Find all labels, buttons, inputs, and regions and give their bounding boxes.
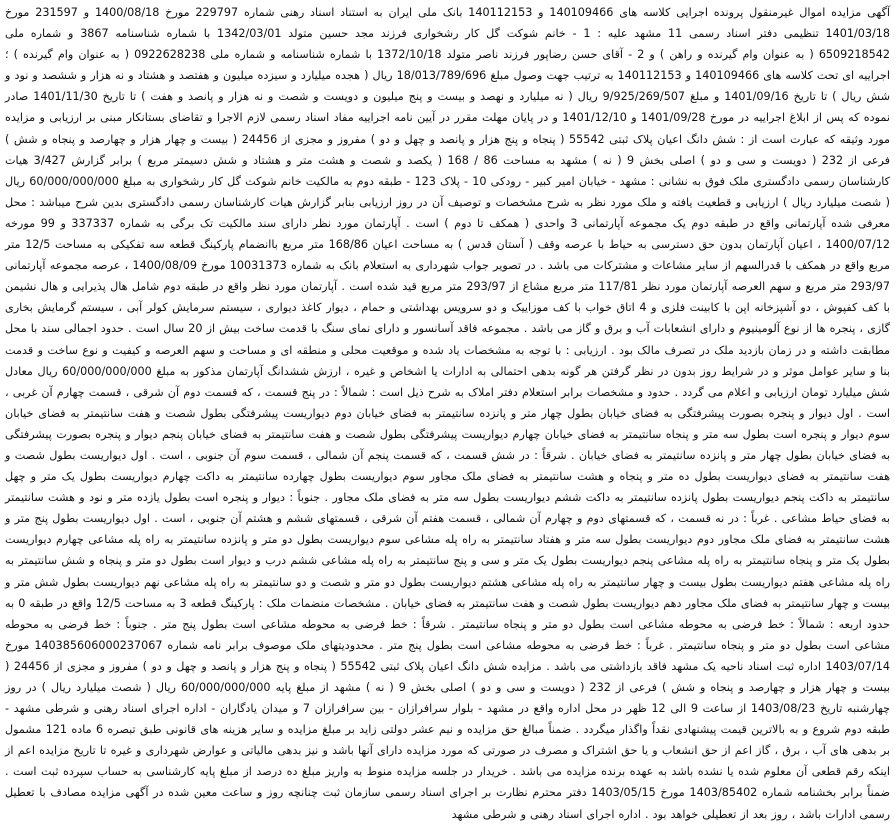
auction-notice-body: آگهی مزایده اموال غیرمنقول پرونده اجرایی کلاسه های 140109466 و 140112153 بانک ملی ایران به استناد اسناد رهنی شماره 229797 مورخ 1400/08/18 و 231597 مورخ 1401/03/18 تنظیمی دفتر اسناد رسمی 11 مشهد علیه : 1 - خانم شوکت گل کار رشخواری فرزند مجد حسین متولد 1342/03/01 با شماره شناسنامه 3867 و شماره ملی 6509218542 ( به عنوان وام گیرنده و راهن ) و 2 - آقای حسن رضاپور فرزند ناصر متولد 1372/10/18 با شماره شناسنامه و شماره ملی 0922628238 ( به عنوان وام گیرنده ) ؛ اجراییه ای تحت کلاسه های 140109466 و 140112153 به ترتیب جهت وصول مبلغ 18/013/789/696 ریال ( هجده میلیارد و سیزده میلیون و هفتصد و هشتاد و نه هزار و ششصد و نود و شش ریال ) تا تاریخ 1401/09/16 و مبلغ 9/925/269/507 ریال ( نه میلیارد و نهصد و بیست و پنج میلیون و دویست و شصت و نه هزار و پانصد و هفت ) تا تاریخ 1401/11/30 صادر نموده که پس از ابلاغ اجراییه در مورخ 1401/09/28 و 1401/12/10 و در پایان مهلت مقرر در آیین نامه اجراییه مفاد اسناد رسمی لازم الاجرا و تقاضای بستانکار مبنی بر ارزیابی و مزایده مورد وثیقه که عبارت است از : شش دانگ اعیان پلاک ثبتی 55542 ( پنجاه و پنج هزار و پانصد و چهل و دو ) مفروز و مجزی از 24456 ( بیست و چهار هزار و چهارصد و پنجاه و شش ) فرعی از 232 ( دویست و سی و دو ) اصلی بخش 9 ( نه ) مشهد به مساحت 86 / 168 ( یکصد و شصت و هشت متر و هشتاد و شش دسیمتر مربع ) برابر گزارش 3/427 هیات کارشناسان رسمی دادگستری ملک فوق به نشانی : مشهد - خیابان امیر کبیر - رودکی 10 - پلاک 123 - طبقه دوم به مالکیت خانم شوکت گل کار رشخواری به مبلغ 60/000/000/000 ریال ( شصت میلیارد ریال ) ارزیابی و قطعیت یافته و ملک مورد نظر به شرح مشخصات و توصیف آن در روز ارزیابی بنابر گزارش هیات کارشناسان رسمی دادگستری بدین شرح میباشد : محل معرفی شده آپارتمانی واقع در طبقه دوم یک مجموعه آپارتمانی 3 واحدی ( همکف تا دوم ) است . آپارتمان مورد نظر دارای سند مالکیت تک برگی به شماره 337337 و 99 مورخه 1400/07/12 ، اعیان آپارتمان بدون حق دسترسی به حیاط با عرصه وقف ( آستان قدس ) به مساحت اعیان 168/86 متر مربع باانضمام پارکینگ قطعه سه تفکیکی به مساحت 12/5 متر مربع واقع در همکف با قدرالسهم از سایر مشاعات و مشترکات می باشد . در تصویر جواب شهرداری به استعلام بانک به شماره 10031373 مورخ 1400/08/09 ، عرصه مجموعه آپارتمانی 293/97 متر مربع و سهم العرصه آپارتمان مورد نظر 117/81 متر مربع مشاع از 293/97 متر مربع قید شده است . آپارتمان مورد نظر واقع در طبقه دوم شامل هال پذیرایی و هال نشیمن با کف کفپوش ، دو آشپزخانه اپن با کابینت فلزی و 4 اتاق خواب با کف موزاییک و دو سرویس بهداشتی و حمام ، دیوار کاغذ دیواری ، سیستم سرمایش کولر آبی ، سیستم گرمایش بخاری گازی ، پنجره ها از نوع آلومینیوم و دارای انشعابات آب و برق و گاز می باشد . مجموعه فاقد آسانسور و دارای نمای سنگ با قدمت ساخت بیش از 20 سال است . حدود اجمالی سند با محل مطابقت داشته و در زمان بازدید ملک در تصرف مالک بود . ارزیابی : با توجه به مشخصات یاد شده و موقعیت محلی و منطقه ای و مساحت و سهم العرصه و کیفیت و نوع ساخت و قدمت بنا و سایر عوامل موثر و در شرایط روز بدون در نظر گرفتن هر گونه بدهی احتمالی به ادارات یا اشخاص و غیره ، ارزش ششدانگ آپارتمان مذکور به مبلغ 60/000/000/000 ریال معادل شش میلیارد تومان ارزیابی و اعلام می گردد . حدود و مشخصات برابر استعلام دفتر املاک به شرح ذیل است : شمالاً : در پنج قسمت ، که قسمت دوم آن شرقی ، قسمت چهارم آن غربی ، است . اول دیوار و پنجره بصورت پیشرفتگی به فضای خیابان بطول چهار متر و پانزده سانتیمتر به فضای خیابان دوم دیواریست پیشرفتگی بطول شصت و هفت سانتیمتر به فضای خیابان سوم دیوار و پنجره است بطول سه متر و پنجاه سانتیمتر به فضای خیابان چهارم دیواریست پیشرفتگی بطول شصت و هفت سانتیمتر به فضای خیابان پنجم دیوار و پنجره بصورت پیشرفتگی به فضای خیابان بطول چهار متر و پانزده سانتیمتر به فضای خیابان . شرقاً : در شش قسمت ، که قسمت پنجم آن شمالی ، قسمت سوم آن جنوبی ، است . اول دیواریست بطول شصت و هفت سانتیمتر به فضای دیواریست بطول ده متر و پنجاه و هشت سانتیمتر به فضای ملک مجاور سوم دیواریست بطول چهارده سانتیمتر به داکت چهارم دیواریست بطول یک متر و چهل سانتیمتر به داکت پنجم دیواریست بطول پانزده سانتیمتر به داکت ششم دیواریست بطول سه متر به فضای ملک مجاور . جنوباً : دیوار و پنجره است بطول یازده متر و نود و هشت سانتیمتر به فضای حیاط مشاعی . غرباً : در نه قسمت ، که قسمتهای دوم و چهارم آن شمالی ، قسمت هفتم آن شرقی ، قسمتهای ششم و هشتم آن جنوبی ، است . اول دیواریست بطول پنج متر و هشت سانتیمتر به فضای ملک مجاور دوم دیواریست بطول سه متر و هفتاد سانتیمتر به راه پله مشاعی سوم دیواریست بطول دو متر و پانزده سانتیمتر به راه پله مشاعی چهارم دیواریست بطول یک متر و پنجاه سانتیمتر به راه پله مشاعی پنجم دیواریست بطول یک متر و سی و پنج سانتیمتر به راه پله مشاعی ششم درب و دیوار است بطول دو متر و پنجاه و شش سانتیمتر به راه پله مشاعی هفتم دیواریست بطول بیست و چهار سانتیمتر به راه پله مشاعی هشتم دیواریست بطول دو متر و شصت و دو سانتیمتر به راه پله مشاعی نهم دیواریست بطول شش متر و بیست و چهار سانتیمتر به فضای ملک مجاور دهم دیواریست بطول شصت و هفت سانتیمتر به فضای خیابان . مشخصات منضمات ملک : پارکینگ قطعه 3 به مساحت 12/5 واقع در طبقه 0 به حدود اربعه : شمالاً : خط فرضی به محوطه مشاعی است بطول دو متر و پنجاه سانتیمتر . شرقاً : خط فرضی به محوطه مشاعی است بطول پنج متر . جنوباً : خط فرضی به محوطه مشاعی است بطول دو متر و پنجاه سانتیمتر . غرباً : خط فرضی به محوطه مشاعی است بطول پنج متر . محدودیتهای ملک موصوف برابر نامه شماره 140385606000237067 مورخ 1403/07/14 اداره ثبت اسناد ناحیه یک مشهد فاقد بازداشتی می باشد . مزایده شش دانگ اعیان پلاک ثبتی 55542 ( پنجاه و پنج هزار و پانصد و چهل و دو ) مفروز و مجزی از 24456 ( بیست و چهار هزار و چهارصد و پنجاه و شش ) فرعی از 232 ( دویست و سی و دو ) اصلی بخش 9 ( نه ) مشهد از مبلغ پایه 60/000/000/000 ریال ( شصت میلیارد ریال ) در روز چهارشنبه تاریخ 1403/08/23 از ساعت 9 الی 12 ظهر در محل اداره واقع در مشهد - بلوار سرافرازان - بین سرافرازان 7 و میدان یادگاران - اداره اجرای اسناد رهنی و شرطی مشهد - طبقه دوم شروع و به بالاترین قیمت پیشنهادی نقداً واگذار میگردد . ضمناً مبالغ حق مزایده و نیم عشر دولتی زاید بر مبلغ مزایده و سایر هزینه های قانونی طبق تبصره 6 ماده 121 مشمول بر بدهی های آب ، برق ، گاز اعم از حق انشعاب و یا حق اشتراک و مصرف در صورتی که مورد مزایده دارای آنها باشد و نیز بدهی مالیاتی و عوارض شهرداری و غیره تا تاریخ مزایده اعم از اینکه رقم قطعی آن معلوم شده یا نشده باشد به عهده برنده مزایده می باشد . خریدار در جلسه مزایده منوط به واریز مبلغ ده درصد از مبلغ پایه کارشناسی به حساب سپرده ثبت است . ضمناً برابر بخشنامه شماره 1403/85402 مورخ 1403/05/15 دفتر محترم نظارت بر اجرای اسناد رسمی سازمان ثبت چنانچه روز و ساعت معین شده در آگهی مزایده مصادف با تعطیل رسمی ادارات باشد ، روز بعد از تعطیلی خواهد بود . اداره اجرای اسناد رهنی و شرطی مشهد bbox=[5, 6, 891, 821]
